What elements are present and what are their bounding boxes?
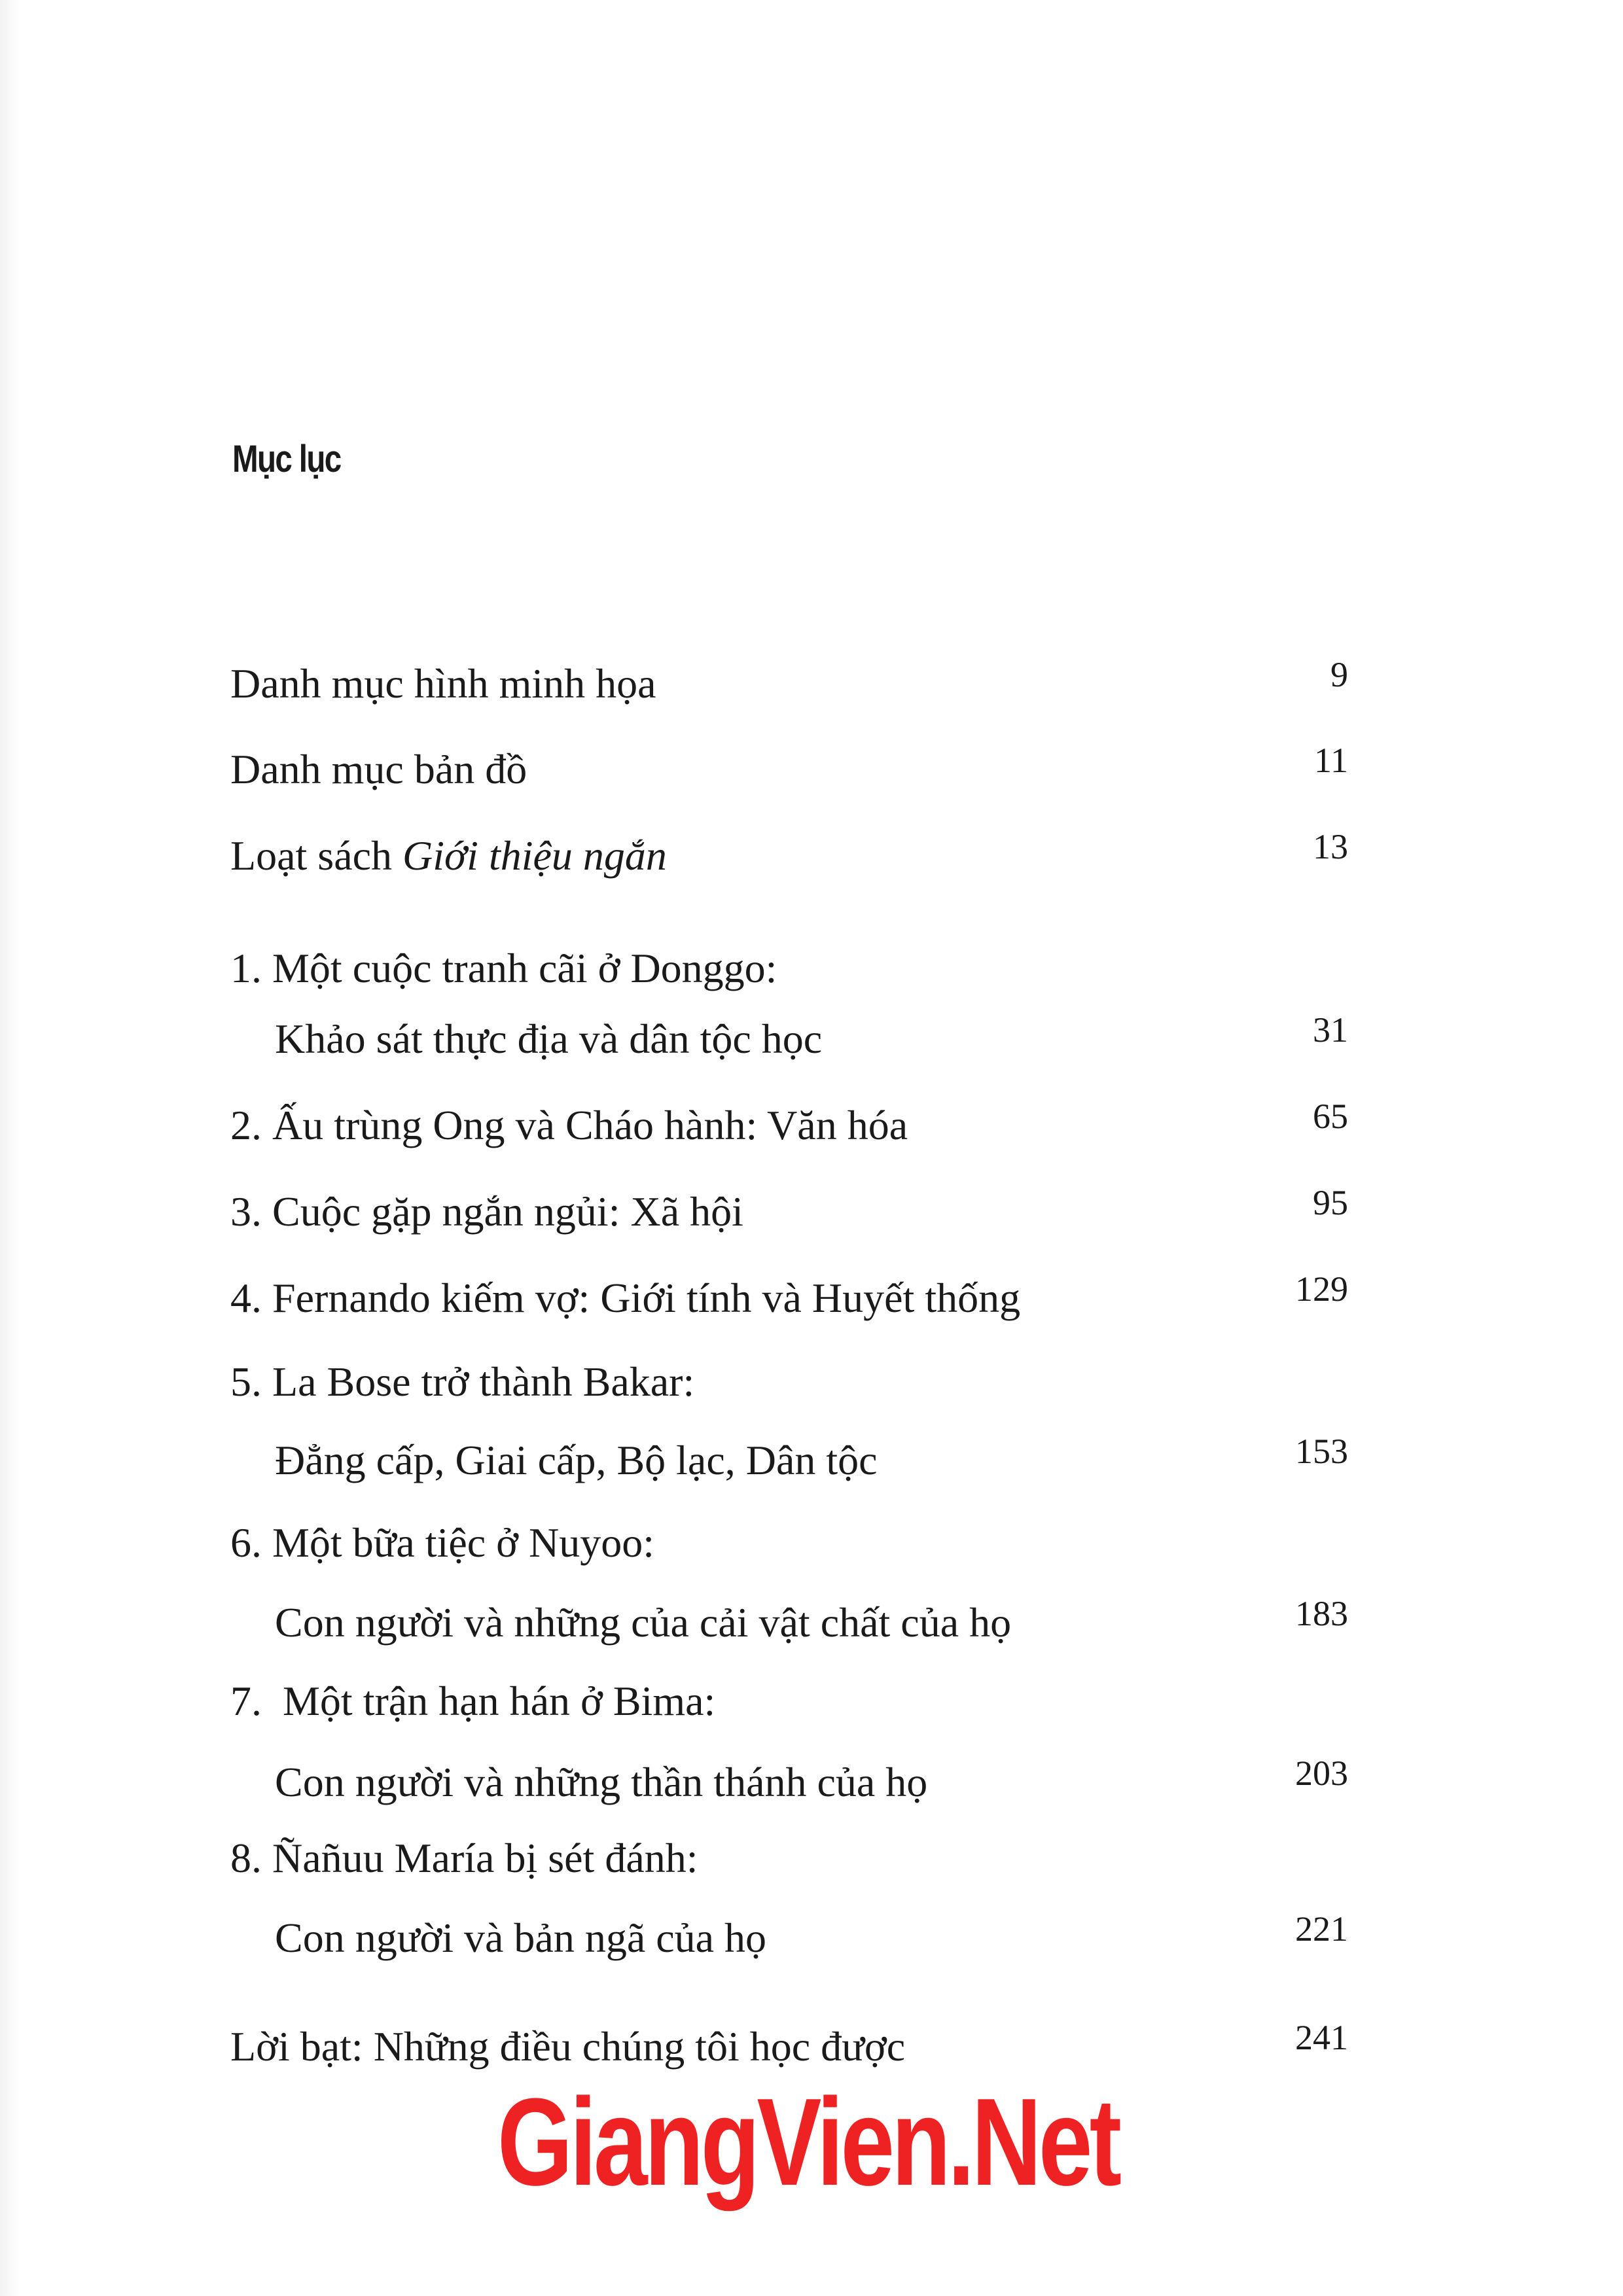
toc-chapter-title: 6. Một bữa tiệc ở Nuyoo:: [230, 1519, 654, 1566]
toc-entry-title: 4. Fernando kiếm vợ: Giới tính và Huyết thống: [230, 1275, 1021, 1321]
toc-entry-page: 9: [1330, 655, 1348, 694]
toc-chapter-title: 1. Một cuộc tranh cãi ở Donggo:: [230, 945, 777, 991]
toc-entry-page: 183: [1295, 1594, 1348, 1633]
toc-chapter-subtitle: Đẳng cấp, Giai cấp, Bộ lạc, Dân tộc: [275, 1437, 878, 1483]
toc-entry-line2[interactable]: [0, 1010, 1623, 1065]
toc-entry-page: 129: [1295, 1269, 1348, 1309]
toc-chapter-title: 8. Ñañuu María bị sét đánh:: [230, 1835, 698, 1881]
toc-entry-line1[interactable]: [0, 1356, 1623, 1408]
toc-entry-page: 221: [1295, 1909, 1348, 1949]
toc-entry-line1[interactable]: [0, 1675, 1623, 1727]
toc-entry[interactable]: [0, 1183, 1623, 1238]
toc-chapter-title: 7. Một trận hạn hán ở Bima:: [230, 1678, 716, 1724]
watermark-text: GiangVien.Net: [497, 2073, 1119, 2212]
toc-entry-page: 241: [1295, 2018, 1348, 2057]
toc-entry-page: 31: [1313, 1010, 1348, 1050]
toc-chapter-subtitle: Con người và những thần thánh của họ: [275, 1759, 928, 1805]
toc-entry-line1[interactable]: [0, 942, 1623, 995]
toc-entry-line2[interactable]: [0, 1434, 1623, 1487]
toc-entry[interactable]: [0, 827, 1623, 882]
toc-entry-title: Danh mục bản đồ: [230, 746, 527, 792]
toc-entry-page: 11: [1314, 741, 1348, 780]
toc-entry-page: 203: [1295, 1754, 1348, 1793]
toc-chapter-subtitle: Con người và những của cải vật chất của họ: [275, 1599, 1012, 1646]
toc-entry-title-italic: Giới thiệu ngắn: [402, 832, 667, 879]
toc-entry-page: 95: [1313, 1183, 1348, 1222]
toc-entry[interactable]: [0, 743, 1623, 796]
page-title: Mục lục: [232, 438, 341, 480]
toc-entry-title: Danh mục hình minh họa: [230, 660, 656, 707]
toc-entry[interactable]: [0, 1099, 1623, 1152]
toc-entry-line2[interactable]: [0, 1594, 1623, 1649]
toc-entry[interactable]: [0, 655, 1623, 710]
toc-entry-title: 2. Ấu trùng Ong và Cháo hành: Văn hóa: [230, 1102, 908, 1148]
toc-entry-line1[interactable]: [0, 1517, 1623, 1569]
toc-entry-line1[interactable]: [0, 1832, 1623, 1884]
toc-entry-title-plain: Loạt sách: [230, 832, 402, 879]
toc-entry-title: 3. Cuộc gặp ngắn ngủi: Xã hội: [230, 1188, 743, 1235]
toc-entry[interactable]: [0, 1269, 1623, 1324]
toc-entry-page: 153: [1295, 1432, 1348, 1471]
toc-chapter-title: 5. La Bose trở thành Bakar:: [230, 1358, 695, 1405]
toc-entry-page: 65: [1313, 1097, 1348, 1136]
toc-entry-title: [230, 830, 667, 882]
toc-entry[interactable]: [0, 2018, 1623, 2073]
toc-entry-line2[interactable]: [0, 1909, 1623, 1964]
toc-chapter-subtitle: Con người và bản ngã của họ: [275, 1915, 767, 1961]
toc-entry-line2[interactable]: [0, 1756, 1623, 1809]
toc-entry-title: Lời bạt: Những điều chúng tôi học được: [230, 2023, 906, 2070]
toc-chapter-subtitle: Khảo sát thực địa và dân tộc học: [275, 1016, 823, 1062]
toc-entry-page: 13: [1313, 827, 1348, 866]
